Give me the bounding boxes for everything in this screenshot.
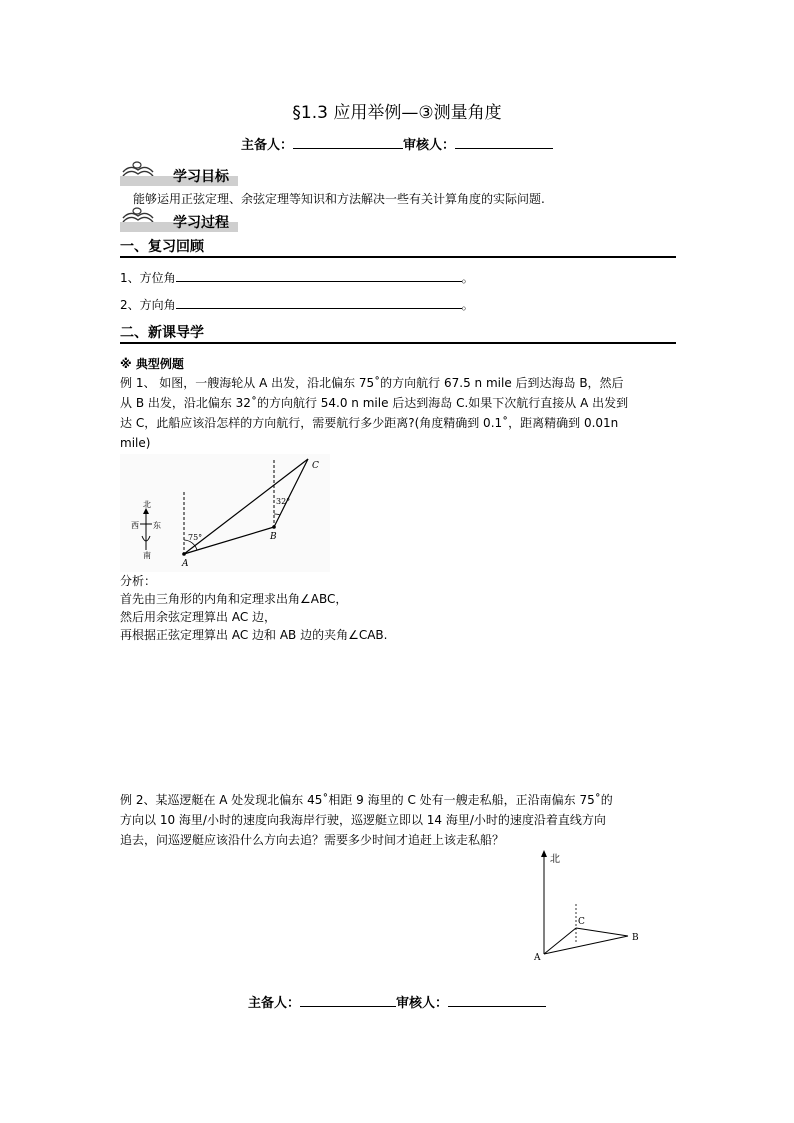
- point-a: [182, 552, 186, 556]
- review-item-2: [120, 295, 474, 314]
- reviewer-label: 审核人：: [396, 996, 449, 1011]
- example2-line1: 例 2、某巡逻艇在 A 处发现北偏东 45˚相距 9 海里的 C 处有一艘走私船，正沿南偏东 75˚的: [120, 793, 613, 807]
- example1: [120, 373, 680, 453]
- example2: [120, 790, 680, 850]
- compass-w: 西: [131, 521, 139, 530]
- item2-blank[interactable]: [176, 295, 462, 309]
- newlesson-heading: 二、新课导学: [120, 325, 204, 341]
- example1-line1: 例 1、 如图，一艘海轮从 A 出发，沿北偏东 75˚的方向航行 67.5 n mile 后到达海岛 B，然后: [120, 376, 624, 390]
- analysis: [120, 572, 387, 644]
- label-c: C: [312, 461, 319, 471]
- angle-75-label: 75°: [188, 533, 203, 542]
- figure1-diagram: [120, 454, 330, 572]
- compass-s: 南: [143, 551, 151, 560]
- process-heading: 学习过程: [173, 215, 229, 231]
- label-a: A: [182, 559, 189, 569]
- preparer-blank[interactable]: [293, 135, 403, 149]
- figure2-diagram: [528, 848, 646, 964]
- example1-line4: mile): [120, 436, 151, 450]
- item1-label: 1、方位角: [120, 271, 176, 285]
- analysis-label: 分析：: [120, 574, 157, 588]
- label-b: B: [632, 933, 639, 943]
- preparer-blank[interactable]: [300, 993, 396, 1007]
- item2-end: 。: [461, 298, 474, 312]
- analysis-line1: 首先由三角形的内角和定理求出角∠ABC，: [120, 592, 348, 606]
- example1-line2: 从 B 出发，沿北偏东 32˚的方向航行 54.0 n mile 后达到海岛 C.如果下次航行直接从 A 出发到: [120, 396, 629, 410]
- preparer-label: 主备人：: [240, 138, 293, 153]
- item1-end: 。: [461, 271, 474, 285]
- north-arrow: [541, 850, 547, 857]
- preparer-label: 主备人：: [247, 996, 300, 1011]
- example2-line2: 方向以 10 海里/小时的速度向我海岸行驶，巡逻艇立即以 14 海里/小时的速度沿着直线方向: [120, 813, 606, 827]
- north-label: 北: [550, 854, 560, 865]
- segment-ab: [544, 936, 628, 954]
- review-item-1: [120, 268, 474, 287]
- reviewer-blank[interactable]: [448, 993, 546, 1007]
- analysis-line2: 然后用余弦定理算出 AC 边，: [120, 610, 277, 624]
- item1-blank[interactable]: [176, 268, 462, 282]
- compass-e: 东: [153, 521, 161, 530]
- figure1-background: [120, 454, 330, 572]
- reviewer-blank[interactable]: [455, 135, 553, 149]
- label-c: C: [578, 917, 585, 927]
- goals-heading: 学习目标: [173, 169, 229, 185]
- analysis-line3: 再根据正弦定理算出 AC 边和 AB 边的夹角∠CAB.: [120, 628, 388, 642]
- label-a: A: [534, 953, 541, 963]
- item2-label: 2、方向角: [120, 298, 176, 312]
- review-heading: 一、复习回顾: [120, 239, 204, 255]
- review-divider: [120, 256, 676, 258]
- compass-n: 北: [143, 500, 151, 509]
- angle-32-label: 32°: [276, 497, 291, 506]
- reviewer-label: 审核人：: [403, 138, 456, 153]
- example1-line3: 达 C，此船应该沿怎样的方向航行，需要航行多少距离?(角度精确到 0.1˚，距离精确到 0.01n: [120, 416, 619, 430]
- goals-text: 能够运用正弦定理、余弦定理等知识和方法解决一些有关计算角度的实际问题.: [133, 192, 545, 206]
- example2-line3: 追去，问巡逻艇应该沿什么方向去追？需要多少时间才追赶上该走私船？: [120, 833, 505, 847]
- newlesson-divider: [120, 342, 676, 344]
- point-b: [272, 525, 276, 529]
- page-title: §1.3 应用举例—③测量角度: [292, 103, 502, 123]
- segment-cb: [576, 928, 628, 936]
- preparer-line-top: [0, 134, 794, 153]
- preparer-line-bottom: [0, 992, 794, 1011]
- label-b: B: [270, 532, 277, 542]
- examples-heading: ※ 典型例题: [120, 357, 184, 371]
